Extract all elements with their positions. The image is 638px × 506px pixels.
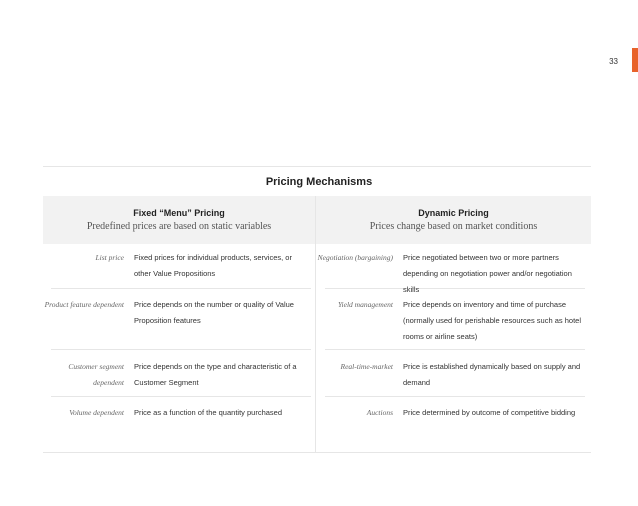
pricing-table (43, 196, 591, 453)
dynamic-row-label: Negotiation (bargaining) (317, 253, 393, 262)
table-title: Pricing Mechanisms (265, 176, 373, 188)
fixed-pricing-header (43, 196, 315, 244)
dynamic-row-desc: Price determined by outcome of competitive bidding (403, 408, 576, 417)
fixed-row-desc: Fixed prices for individual products, services, or other Value Propositions (134, 253, 292, 278)
dynamic-row-label: Yield management (337, 300, 393, 309)
dynamic-row-label: Auctions (366, 408, 393, 417)
dynamic-pricing-title: Dynamic Pricing (418, 208, 489, 218)
fixed-row-label: Volume dependent (69, 408, 124, 417)
dynamic-row-desc: Price depends on inventory and time of purchase (normally used for perishable resources such as hotel rooms or airline seats) (403, 300, 582, 341)
page-accent-bar (632, 48, 638, 72)
page-number: 33 (609, 57, 618, 66)
fixed-row-desc: Price as a function of the quantity purchased (134, 408, 283, 417)
dynamic-pricing-header (316, 196, 591, 244)
row-separator (325, 349, 585, 350)
fixed-pricing-subtitle: Predefined prices are based on static variables (86, 221, 272, 232)
dynamic-row-desc: Price negotiated between two or more partners depending on negotiation power and/or negotiation skills (403, 253, 572, 294)
dynamic-row-desc: Price is established dynamically based on supply and demand (403, 362, 581, 387)
fixed-row-desc: Price depends on the type and characteristic of a Customer Segment (134, 362, 297, 387)
fixed-row-label: Product feature dependent (44, 300, 124, 309)
row-separator (325, 396, 585, 397)
dynamic-pricing-subtitle: Prices change based on market conditions (369, 221, 538, 232)
row-separator (51, 349, 311, 350)
fixed-row-label: Customer segment dependent (68, 362, 124, 387)
title-rule (43, 166, 591, 167)
fixed-pricing-title: Fixed “Menu” Pricing (133, 208, 225, 218)
fixed-row-label: List price (95, 253, 124, 262)
dynamic-row-label: Real-time-market (340, 362, 393, 371)
row-separator (51, 288, 311, 289)
fixed-row-desc: Price depends on the number or quality of Value Proposition features (134, 300, 294, 325)
row-separator (51, 396, 311, 397)
